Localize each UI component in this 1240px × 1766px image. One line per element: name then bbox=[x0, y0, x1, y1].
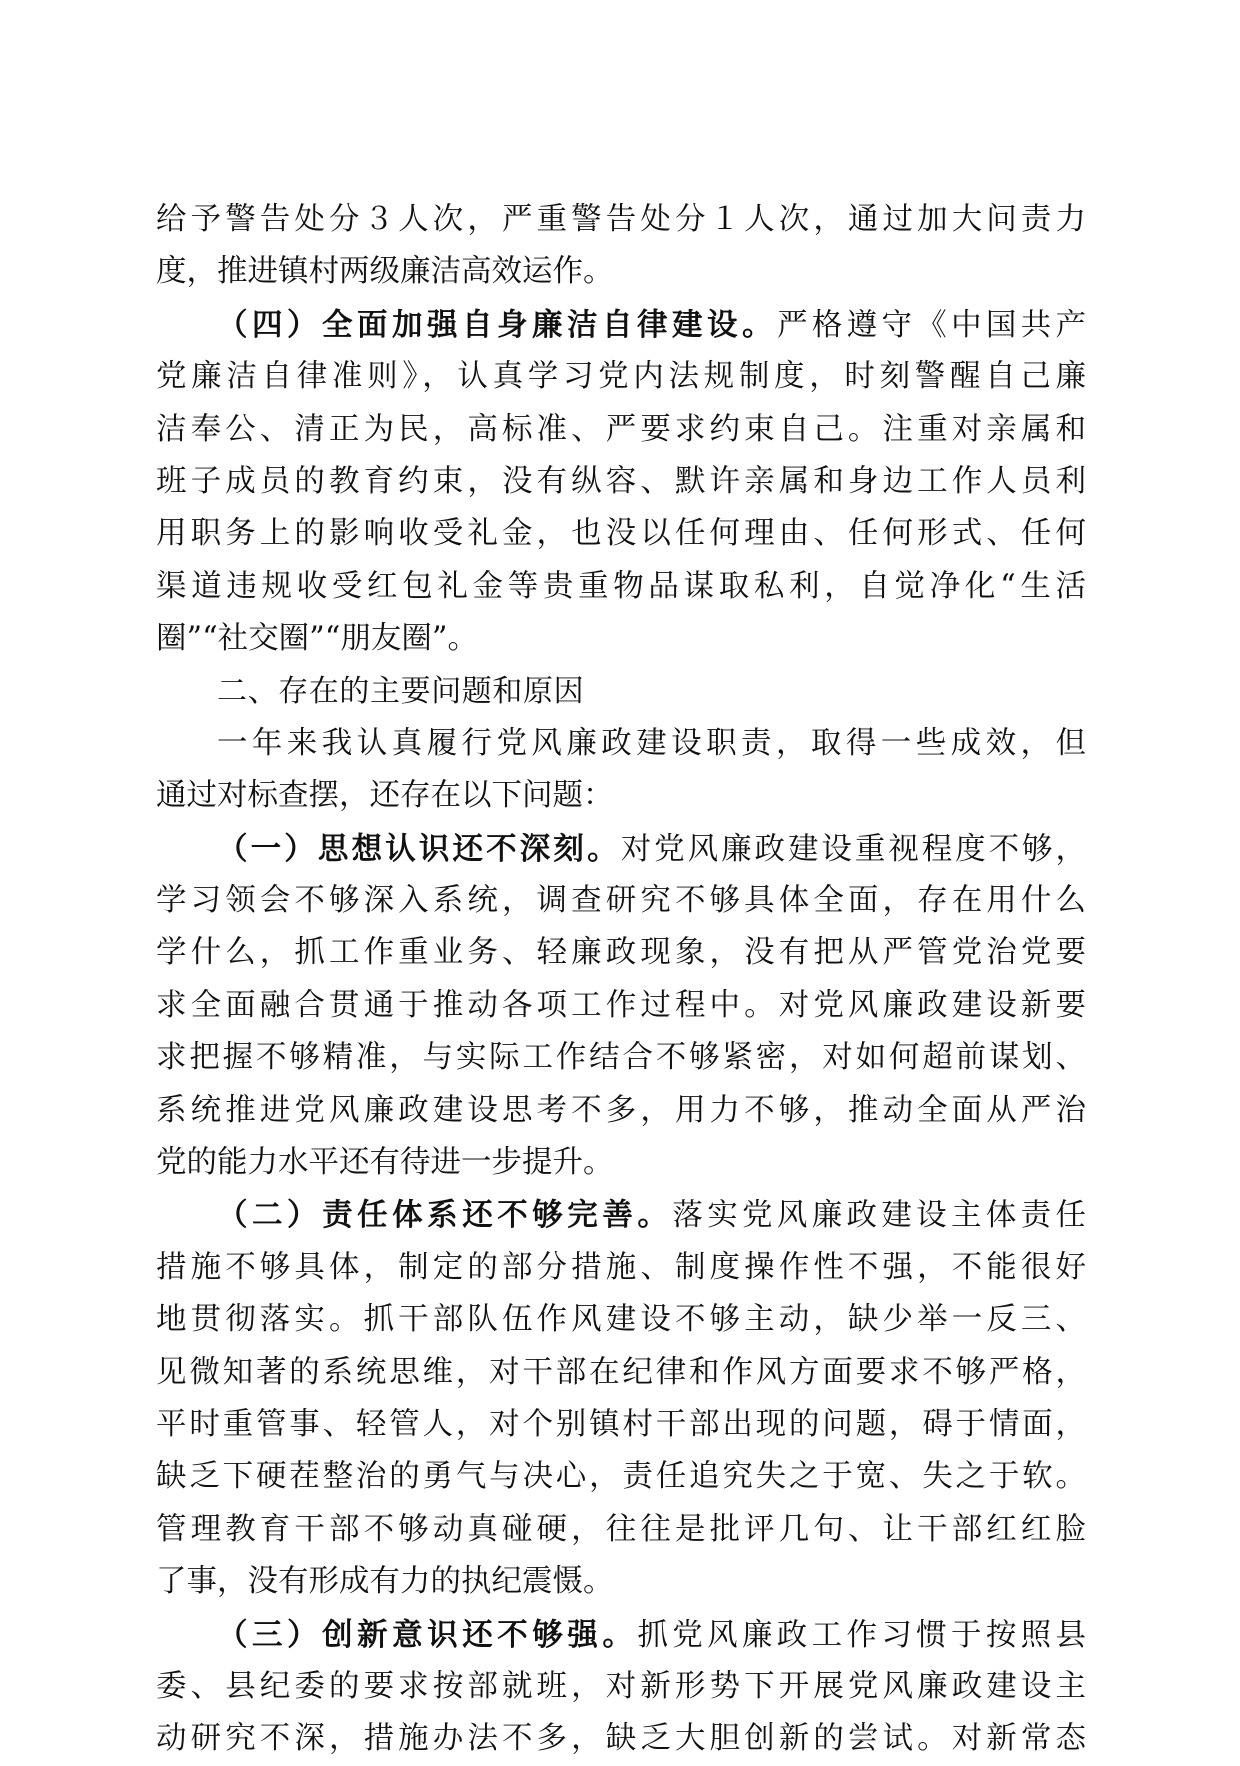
paragraph-line: 委、县纪委的要求按部就班，对新形势下开展党风廉政建设主 bbox=[156, 1668, 1086, 1704]
paragraph-line: 地贯彻落实。抓干部队伍作风建设不够主动，缺少举一反三、 bbox=[156, 1302, 1086, 1338]
paragraph-text: 对党风廉政建设重视程度不够， bbox=[620, 831, 1087, 867]
subheading-title: （三）创新意识还不够强。 bbox=[217, 1616, 638, 1653]
subheading-paragraph-line bbox=[156, 1189, 1086, 1241]
paragraph-line: 了事，没有形成有力的执纪震慑。 bbox=[156, 1564, 614, 1600]
paragraph-line: 求把握不够精准，与实际工作结合不够紧密，对如何超前谋划、 bbox=[156, 1040, 1086, 1076]
subheading-paragraph-line bbox=[156, 1609, 1086, 1661]
subheading-title: （一）思想认识还不深刻。 bbox=[217, 830, 621, 867]
paragraph-text: 严格遵守《中国共产 bbox=[777, 307, 1087, 343]
paragraph-line: 给予警告处分３人次，严重警告处分１人次，通过加大问责力 bbox=[156, 202, 1086, 237]
paragraph-line: 系统推进党风廉政建设思考不多，用力不够，推动全面从严治 bbox=[156, 1092, 1086, 1128]
paragraph-line: 圈”“社交圈”“朋友圈”。 bbox=[156, 621, 478, 657]
paragraph-line: 渠道违规收受红包礼金等贵重物品谋取私利，自觉净化“生活 bbox=[156, 568, 1086, 604]
paragraph-line: 党的能力水平还有待进一步提升。 bbox=[156, 1145, 614, 1181]
paragraph-line: 动研究不深，措施办法不多，缺乏大胆创新的尝试。对新常态 bbox=[156, 1721, 1086, 1757]
paragraph-line: 管理教育干部不够动真碰硬，往往是批评几句、让干部红红脸 bbox=[156, 1511, 1086, 1547]
section-heading: 二、存在的主要问题和原因 bbox=[217, 673, 585, 709]
document-body bbox=[156, 194, 1086, 1766]
subheading-paragraph-line bbox=[156, 299, 1086, 351]
paragraph-line: 学习领会不够深入系统，调查研究不够具体全面，存在用什么 bbox=[156, 883, 1086, 919]
paragraph-text: 抓党风廉政工作习惯于按照县 bbox=[637, 1617, 1086, 1653]
paragraph-line: 党廉洁自律准则》，认真学习党内法规制度，时刻警醒自己廉 bbox=[156, 359, 1086, 395]
paragraph-line: 通过对标查摆，还存在以下问题： bbox=[156, 778, 614, 814]
paragraph-line: 见微知著的系统思维，对干部在纪律和作风方面要求不够严格， bbox=[156, 1354, 1086, 1390]
paragraph-line: 一年来我认真履行党风廉政建设职责，取得一些成效，但 bbox=[217, 725, 1086, 761]
paragraph-line: 学什么，抓工作重业务、轻廉政现象，没有把从严管党治党要 bbox=[156, 935, 1086, 971]
subheading-title: （二）责任体系还不够完善。 bbox=[217, 1197, 673, 1234]
paragraph-line: 班子成员的教育约束，没有纵容、默许亲属和身边工作人员利 bbox=[156, 463, 1086, 499]
paragraph-line: 用职务上的影响收受礼金，也没以任何理由、任何形式、任何 bbox=[156, 516, 1086, 552]
paragraph-line: 缺乏下硬茬整治的勇气与决心，责任追究失之于宽、失之于软。 bbox=[156, 1459, 1086, 1495]
subheading-paragraph-line bbox=[156, 823, 1086, 875]
paragraph-line: 措施不够具体，制定的部分措施、制度操作性不强，不能很好 bbox=[156, 1249, 1086, 1285]
paragraph-line: 度，推进镇村两级廉洁高效运作。 bbox=[156, 254, 614, 290]
subheading-title: （四）全面加强自身廉洁自律建设。 bbox=[217, 306, 778, 343]
paragraph-line: 洁奉公、清正为民，高标准、严要求约束自己。注重对亲属和 bbox=[156, 411, 1086, 447]
paragraph-line: 求全面融合贯通于推动各项工作过程中。对党风廉政建设新要 bbox=[156, 987, 1086, 1023]
paragraph-text: 落实党风廉政建设主体责任 bbox=[672, 1198, 1086, 1234]
paragraph-line: 平时重管事、轻管人，对个别镇村干部出现的问题，碍于情面， bbox=[156, 1406, 1086, 1442]
